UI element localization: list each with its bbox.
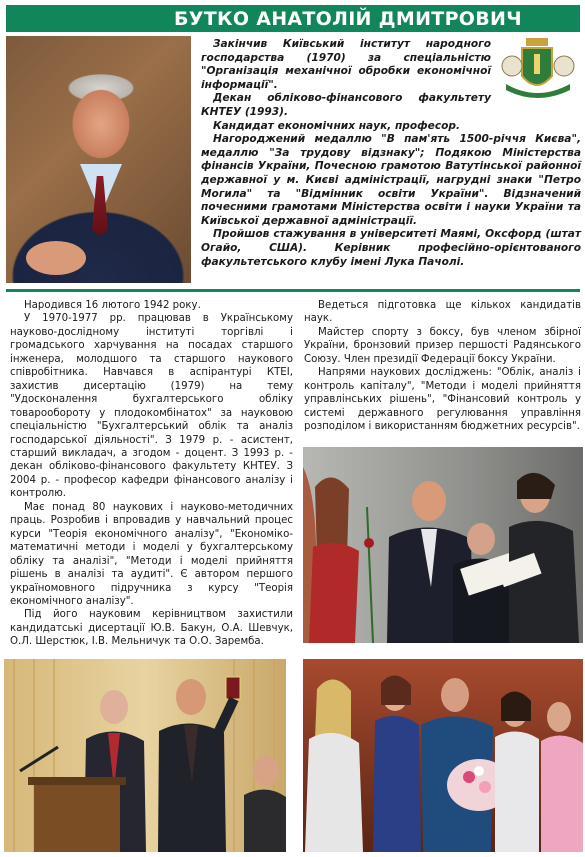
bio-paragraph: Ведеться підготовка ще кількох кандидатів наук.	[304, 300, 581, 325]
photo-podium-award	[4, 659, 286, 852]
intro-paragraph: Нагороджений медаллю "В пам'ять 1500-річчя Києва", медаллю "За трудову відзнаку"; Подякою Міністерства фінансів України, Почесною грамотою Ватутінської районної державної у м. Києві адміністрації, нагрудні знаки "Петро Могила" та "Відмінник освіти України". Відзначений почесними грамотами Міністерства освіти і науки України та Київської державної адміністрації.	[201, 133, 581, 227]
photo-award-ceremony	[303, 447, 583, 643]
intro-text	[201, 38, 581, 269]
name-banner	[6, 5, 580, 32]
right-column	[304, 299, 581, 434]
bio-paragraph: Під його науковим керівництвом захистили кандидатські дисертації Ю.В. Бакун, О.А. Шевчук, О.Л. Шерстюк, І.В. Мельничук та О.О. Заремба.	[10, 609, 293, 648]
intro-paragraph: Декан обліково-фінансового факультету КНТЕУ (1993).	[201, 92, 491, 118]
portrait-photo	[6, 36, 191, 283]
left-column	[10, 299, 293, 649]
bio-paragraph: Народився 16 лютого 1942 року.	[24, 300, 201, 311]
university-crest-icon	[496, 36, 582, 104]
person-name: БУТКО АНАТОЛІЙ ДМИТРОВИЧ	[174, 7, 522, 30]
intro-paragraph: Кандидат економічних наук, професор.	[213, 119, 461, 132]
photo-group-flowers	[303, 659, 583, 852]
intro-paragraph: Пройшов стажування в університеті Маямі, Оксфорд (штат Огайо, США). Керівник професійно-орієнтованого факультетського клубу імені Лука Пачолі.	[201, 228, 581, 268]
bio-paragraph: Напрями наукових досліджень: "Облік, аналіз і контроль капіталу", "Методи і моделі прийняття управлінських рішень", "Фінансовий контроль у системі державного регулювання управління розподілом і використанням бюджетних ресурсів".	[304, 367, 581, 433]
bio-paragraph: Майстер спорту з боксу, був членом збірної України, бронзовий призер першості Радянського Союзу. Член президії Федерації боксу України.	[304, 326, 581, 365]
intro-paragraph: Закінчив Київський інститут народного господарства (1970) за спеціальністю "Організація механічної обробки економічної інформації".	[201, 38, 491, 91]
section-divider	[6, 289, 580, 292]
bio-paragraph: Має понад 80 наукових і науково-методичних праць. Розробив і впровадив у навчальний процес курси "Теорія економічного аналізу", "Економіко-математичні методи і моделі у бухгалтерському обліку та аналізі", "Методи і моделі прийняття рішень в аналізі та аудиті". Є автором першого україномовного підручника з курсу "Теорія економічного аналізу".	[10, 501, 293, 607]
bio-paragraph: У 1970-1977 рр. працював в Українському науково-дослідному інституті торгівлі і громадського харчування на посадах старшого інженера, молодшого та старшого наукового співробітника. Навчався в аспірантурі КТЕІ, захистив дисертацію (1979) на тему "Удосконалення бухгалтерського обліку товарообороту у плодокомбінатох" за науковою спеціальністю "Бухгалтерський облік та аналіз господарської діяльності". З 1979 р. - асистент, старший викладач, а згодом - доцент. З 1993 р. - декан обліково-фінансового факультету КНТЕУ. З 2004 р. - професор кафедри фінансового аналізу і контролю.	[10, 313, 293, 500]
